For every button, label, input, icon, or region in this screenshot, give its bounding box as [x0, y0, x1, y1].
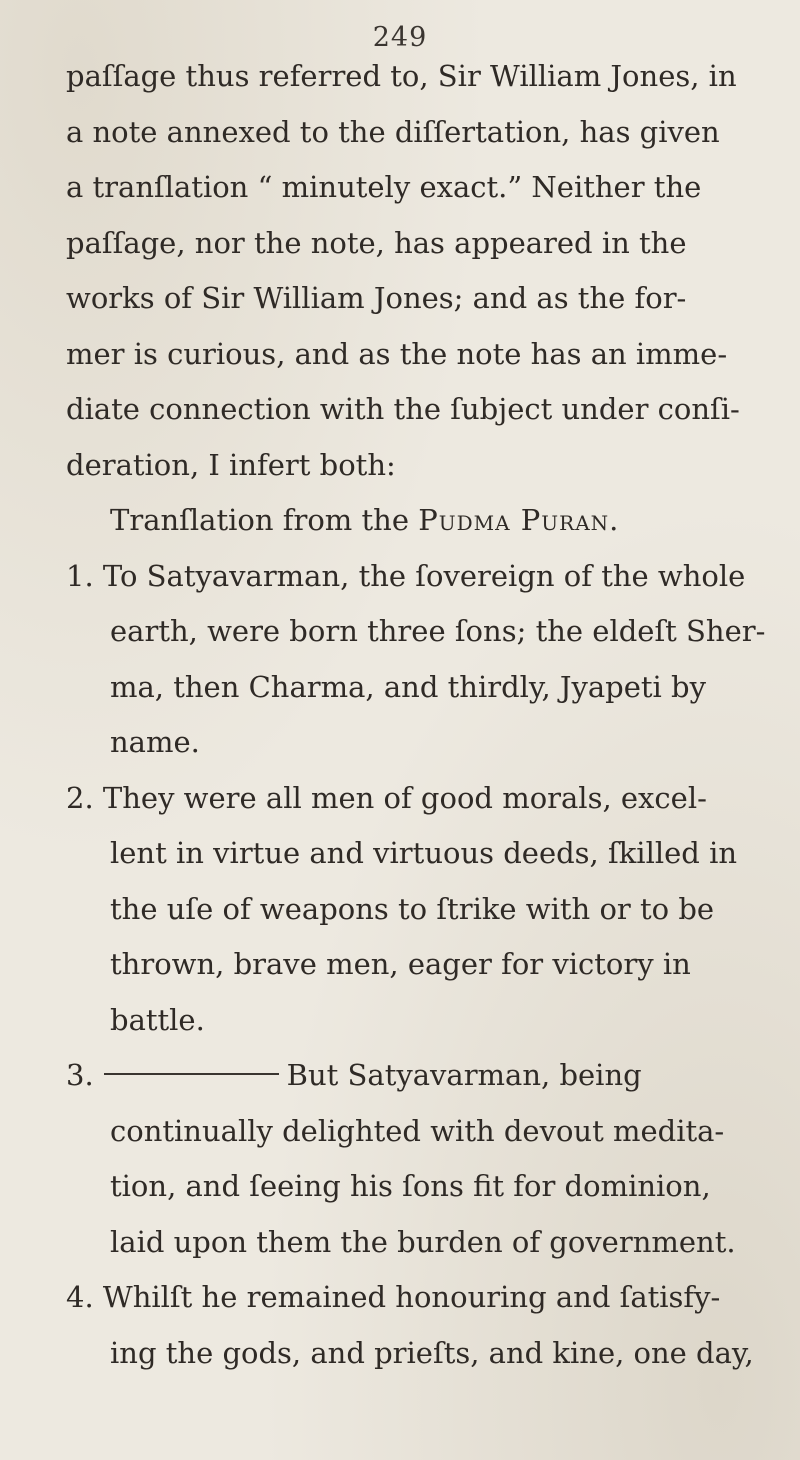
verse-line: ma, then Charma, and thirdly, Jyapeti by [110, 669, 707, 704]
text-line: paſſage, nor the note, has appeared in the [66, 225, 687, 260]
verse-text: But Satyavarman, being [286, 1058, 642, 1092]
text-line: a note annexed to the diſſertation, has given [66, 114, 720, 149]
verse-line: laid upon them the burden of government. [110, 1224, 736, 1259]
heading-title: Pudma Puran. [418, 503, 620, 537]
verse-number: 4. [66, 1280, 103, 1314]
verse-line [66, 780, 707, 816]
heading-prefix: Tranſlation from the [110, 503, 419, 537]
verse-number: 2. [66, 780, 94, 815]
verse-number: 1. [66, 558, 94, 593]
verse-line: battle. [110, 1002, 205, 1037]
verse-line: lent in virtue and virtuous deeds, ſkilled in [110, 836, 738, 870]
verse-line: ing the gods, and prieſts, and kine, one day, [110, 1335, 754, 1370]
text-line: deration, I infert both: [66, 447, 396, 482]
em-dash-rule [104, 1073, 279, 1075]
verse-line [66, 1279, 720, 1315]
verse-line: name. [110, 725, 200, 759]
verse-number: 3. [66, 1058, 94, 1092]
page-number: 249 [372, 22, 428, 53]
section-heading [110, 502, 619, 538]
verse-line: tion, and ſeeing his ſons fit for dominion, [110, 1169, 711, 1203]
text-line: a tranſlation “ minutely exact.” Neither the [66, 170, 702, 204]
verse-line: thrown, brave men, eager for victory in [110, 947, 691, 981]
verse-text: They were all men of good morals, excel- [102, 780, 707, 815]
text-line: mer is curious, and as the note has an imme- [66, 336, 728, 371]
verse-line: earth, were born three ſons; the eldeſt Sher- [110, 614, 766, 648]
text-line: paſſage thus referred to, Sir William Jones, in [66, 59, 737, 93]
verse-text: Whilſt he remained honouring and ſatisfy- [102, 1280, 721, 1314]
verse-line: the uſe of weapons to ſtrike with or to be [110, 891, 715, 926]
text-line: works of Sir William Jones; and as the for- [66, 281, 687, 315]
verse-line [66, 1057, 642, 1093]
verse-text: To Satyavarman, the ſovereign of the whole [102, 558, 746, 593]
verse-line: continually delighted with devout medita- [110, 1113, 725, 1148]
verse-line [66, 558, 745, 594]
text-line: diate connection with the ſubject under conſi- [66, 392, 740, 426]
